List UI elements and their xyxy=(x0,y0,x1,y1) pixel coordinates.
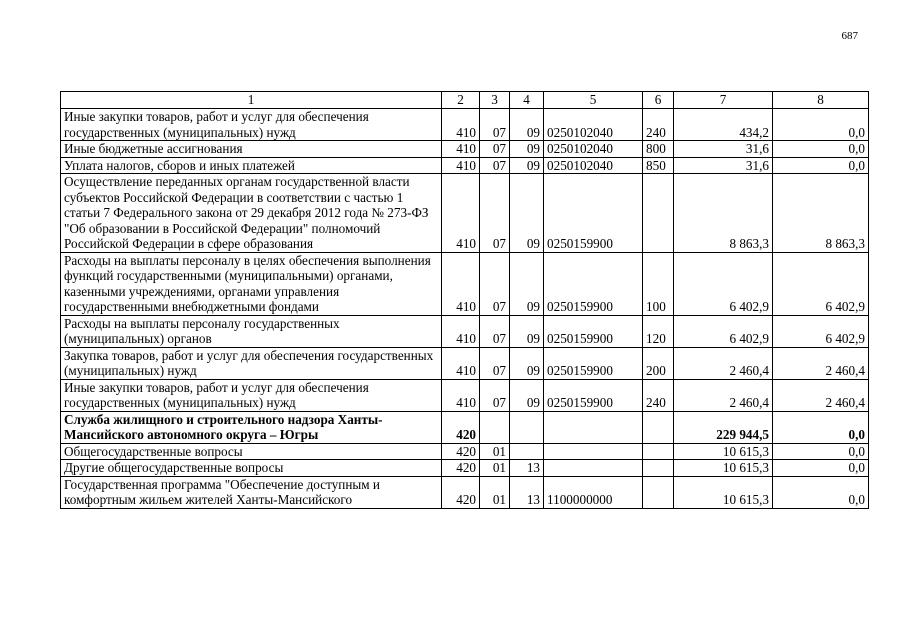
subsection-code-cell: 09 xyxy=(510,174,544,253)
amount-cell: 434,2 xyxy=(674,109,773,141)
target-article-cell: 0250102040 xyxy=(544,157,643,174)
expense-type-cell xyxy=(643,460,674,477)
table-row xyxy=(61,141,869,158)
amount-cell: 0,0 xyxy=(773,157,869,174)
target-article-cell: 1100000000 xyxy=(544,476,643,508)
amount-cell: 10 615,3 xyxy=(674,476,773,508)
amount-cell: 8 863,3 xyxy=(773,174,869,253)
amount-cell: 10 615,3 xyxy=(674,460,773,477)
table-row xyxy=(61,174,869,253)
row-name-cell: Другие общегосударственные вопросы xyxy=(61,460,442,477)
column-header: 4 xyxy=(510,92,544,109)
subsection-code-cell: 09 xyxy=(510,347,544,379)
amount-cell: 8 863,3 xyxy=(674,174,773,253)
amount-cell: 0,0 xyxy=(773,411,869,443)
row-name-cell: Расходы на выплаты персоналу в целях обеспечения выполнения функций государственными (муниципальными) органами, казенными учреждениями, органами управления государственными внебюджетными фондами xyxy=(61,252,442,315)
subsection-code-cell xyxy=(510,411,544,443)
section-code-cell: 07 xyxy=(480,315,510,347)
ministry-code-cell: 410 xyxy=(442,157,480,174)
target-article-cell: 0250159900 xyxy=(544,252,643,315)
expense-type-cell: 850 xyxy=(643,157,674,174)
column-header: 6 xyxy=(643,92,674,109)
table-row xyxy=(61,379,869,411)
target-article-cell: 0250159900 xyxy=(544,347,643,379)
row-name-cell: Осуществление переданных органам государственной власти субъектов Российской Федерации в соответствии с частью 1 статьи 7 Федерального закона от 29 декабря 2012 года № 273-ФЗ "Об образовании в Российской Федерации" полномочий Российской Федерации в сфере образования xyxy=(61,174,442,253)
section-code-cell: 07 xyxy=(480,347,510,379)
amount-cell: 10 615,3 xyxy=(674,443,773,460)
section-code-cell: 07 xyxy=(480,252,510,315)
ministry-code-cell: 420 xyxy=(442,411,480,443)
amount-cell: 229 944,5 xyxy=(674,411,773,443)
page-number: 687 xyxy=(841,30,858,42)
amount-cell: 2 460,4 xyxy=(773,379,869,411)
expense-type-cell xyxy=(643,174,674,253)
target-article-cell: 0250159900 xyxy=(544,379,643,411)
amount-cell: 31,6 xyxy=(674,141,773,158)
amount-cell: 0,0 xyxy=(773,141,869,158)
ministry-code-cell: 410 xyxy=(442,347,480,379)
ministry-code-cell: 420 xyxy=(442,476,480,508)
amount-cell: 0,0 xyxy=(773,109,869,141)
expense-type-cell xyxy=(643,476,674,508)
row-name-cell: Государственная программа "Обеспечение доступным и комфортным жильем жителей Ханты-Мансийского xyxy=(61,476,442,508)
amount-cell: 6 402,9 xyxy=(773,315,869,347)
section-code-cell xyxy=(480,411,510,443)
ministry-code-cell: 410 xyxy=(442,141,480,158)
column-header: 7 xyxy=(674,92,773,109)
column-header: 1 xyxy=(61,92,442,109)
section-code-cell: 07 xyxy=(480,174,510,253)
section-code-cell: 07 xyxy=(480,141,510,158)
target-article-cell xyxy=(544,411,643,443)
subsection-code-cell: 09 xyxy=(510,109,544,141)
ministry-code-cell: 410 xyxy=(442,174,480,253)
subsection-code-cell: 09 xyxy=(510,141,544,158)
target-article-cell: 0250159900 xyxy=(544,315,643,347)
expense-type-cell: 800 xyxy=(643,141,674,158)
expense-type-cell: 100 xyxy=(643,252,674,315)
ministry-code-cell: 410 xyxy=(442,252,480,315)
row-name-cell: Иные закупки товаров, работ и услуг для обеспечения государственных (муниципальных) нужд xyxy=(61,109,442,141)
row-name-cell: Служба жилищного и строительного надзора Ханты-Мансийского автономного округа – Югры xyxy=(61,411,442,443)
ministry-code-cell: 410 xyxy=(442,109,480,141)
column-header: 2 xyxy=(442,92,480,109)
row-name-cell: Уплата налогов, сборов и иных платежей xyxy=(61,157,442,174)
expense-type-cell xyxy=(643,443,674,460)
row-name-cell: Закупка товаров, работ и услуг для обеспечения государственных (муниципальных) нужд xyxy=(61,347,442,379)
table-row xyxy=(61,411,869,443)
amount-cell: 6 402,9 xyxy=(674,252,773,315)
expense-type-cell: 240 xyxy=(643,109,674,141)
row-name-cell: Иные закупки товаров, работ и услуг для обеспечения государственных (муниципальных) нужд xyxy=(61,379,442,411)
table-row xyxy=(61,460,869,477)
ministry-code-cell: 420 xyxy=(442,460,480,477)
expense-type-cell: 200 xyxy=(643,347,674,379)
amount-cell: 2 460,4 xyxy=(674,347,773,379)
column-header: 5 xyxy=(544,92,643,109)
amount-cell: 0,0 xyxy=(773,476,869,508)
row-name-cell: Расходы на выплаты персоналу государственных (муниципальных) органов xyxy=(61,315,442,347)
table-header-row xyxy=(61,92,869,109)
subsection-code-cell: 13 xyxy=(510,476,544,508)
table-row xyxy=(61,347,869,379)
ministry-code-cell: 420 xyxy=(442,443,480,460)
table-row xyxy=(61,252,869,315)
section-code-cell: 07 xyxy=(480,379,510,411)
subsection-code-cell: 09 xyxy=(510,315,544,347)
target-article-cell: 0250102040 xyxy=(544,141,643,158)
subsection-code-cell: 13 xyxy=(510,460,544,477)
subsection-code-cell: 09 xyxy=(510,252,544,315)
subsection-code-cell xyxy=(510,443,544,460)
subsection-code-cell: 09 xyxy=(510,379,544,411)
section-code-cell: 01 xyxy=(480,443,510,460)
expense-type-cell: 240 xyxy=(643,379,674,411)
table-row xyxy=(61,476,869,508)
ministry-code-cell: 410 xyxy=(442,379,480,411)
table-row xyxy=(61,157,869,174)
amount-cell: 2 460,4 xyxy=(773,347,869,379)
amount-cell: 0,0 xyxy=(773,460,869,477)
section-code-cell: 07 xyxy=(480,109,510,141)
column-header: 3 xyxy=(480,92,510,109)
table-row xyxy=(61,443,869,460)
target-article-cell xyxy=(544,443,643,460)
column-header: 8 xyxy=(773,92,869,109)
section-code-cell: 01 xyxy=(480,460,510,477)
amount-cell: 31,6 xyxy=(674,157,773,174)
amount-cell: 0,0 xyxy=(773,443,869,460)
ministry-code-cell: 410 xyxy=(442,315,480,347)
section-code-cell: 01 xyxy=(480,476,510,508)
section-code-cell: 07 xyxy=(480,157,510,174)
target-article-cell: 0250102040 xyxy=(544,109,643,141)
target-article-cell: 0250159900 xyxy=(544,174,643,253)
row-name-cell: Иные бюджетные ассигнования xyxy=(61,141,442,158)
subsection-code-cell: 09 xyxy=(510,157,544,174)
row-name-cell: Общегосударственные вопросы xyxy=(61,443,442,460)
amount-cell: 6 402,9 xyxy=(674,315,773,347)
table-row xyxy=(61,109,869,141)
amount-cell: 2 460,4 xyxy=(674,379,773,411)
expense-type-cell: 120 xyxy=(643,315,674,347)
target-article-cell xyxy=(544,460,643,477)
amount-cell: 6 402,9 xyxy=(773,252,869,315)
budget-table xyxy=(60,91,869,509)
expense-type-cell xyxy=(643,411,674,443)
table-row xyxy=(61,315,869,347)
